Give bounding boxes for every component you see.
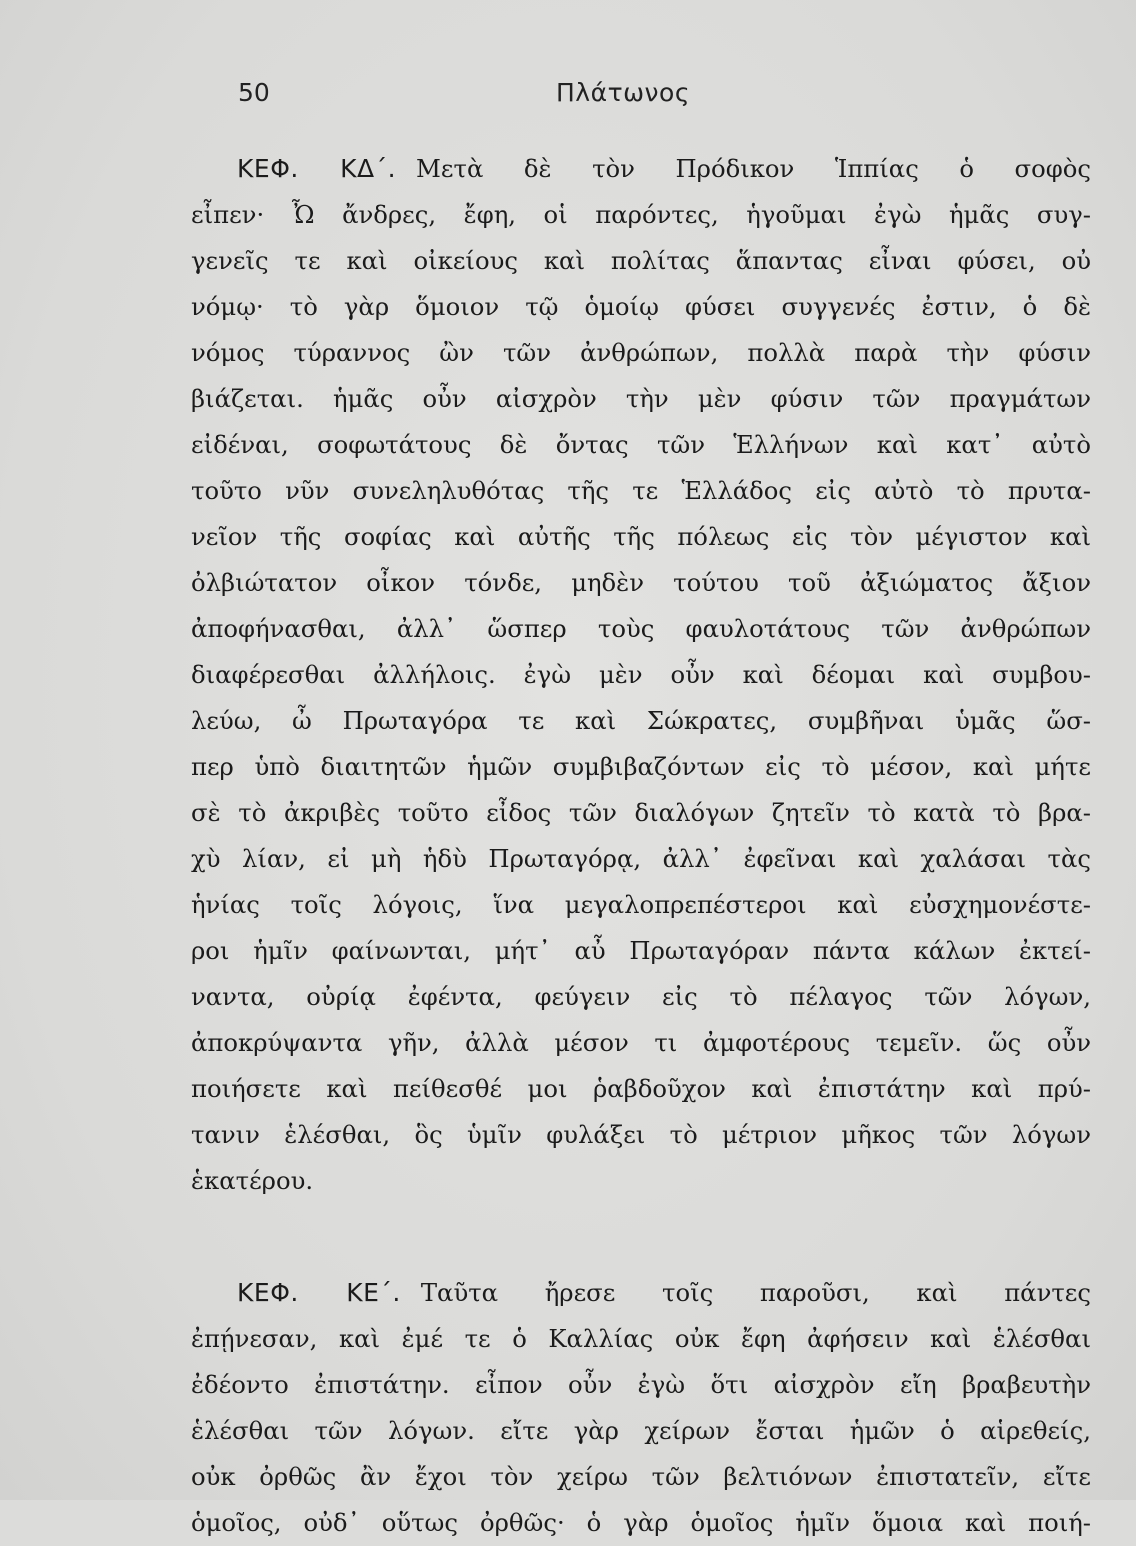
chapter-kd-line-21: ποιήσετε καὶ πείθεσθέ μοι ῥαβδοῦχον καὶ ἐπιστάτην καὶ πρύ- <box>191 1074 1091 1103</box>
chapter-kd-line-2: εἶπεν· Ὦ ἄνδρες, ἔφη, οἱ παρόντες, ἡγοῦμαι ἐγὼ ἡμᾶς συγ- <box>191 200 1091 229</box>
chapter-kd-line-4: νόμῳ· τὸ γὰρ ὅμοιον τῷ ὁμοίῳ φύσει συγγενές ἐστιν, ὁ δὲ <box>191 292 1091 321</box>
body-text <box>191 146 1091 1546</box>
chapter-kd-line-3: γενεῖς τε καὶ οἰκείους καὶ πολίτας ἅπαντας εἶναι φύσει, οὐ <box>191 246 1091 275</box>
chapter-kd-line-18: ροι ἡμῖν φαίνωνται, μήτ᾽ αὖ Πρωταγόραν πάντα κάλων ἐκτεί- <box>191 936 1091 965</box>
chapter-ke-line-4: ἑλέσθαι τῶν λόγων. εἴτε γὰρ χείρων ἔσται ἡμῶν ὁ αἱρεθείς, <box>191 1416 1091 1445</box>
chapter-kd-line-23: ἑκατέρου. <box>191 1166 314 1195</box>
chapter-kd-line-8: τοῦτο νῦν συνεληλυθότας τῆς τε Ἑλλάδος εἰς αὐτὸ τὸ πρυτα- <box>191 476 1091 505</box>
chapter-kd-line-10: ὀλβιώτατον οἶκον τόνδε, μηδὲν τούτου τοῦ ἀξιώματος ἄξιον <box>191 568 1091 597</box>
page-number: 50 <box>238 78 270 107</box>
chapter-kd-line-15: σὲ τὸ ἀκριβὲς τοῦτο εἶδος τῶν διαλόγων ζητεῖν τὸ κατὰ τὸ βρα- <box>191 798 1091 827</box>
chapter-kd-line-20: ἀποκρύψαντα γῆν, ἀλλὰ μέσον τι ἀμφοτέρους τεμεῖν. ὥς οὖν <box>191 1028 1091 1057</box>
chapter-ke-label: ΚΕΦ. ΚΕ΄. <box>237 1278 401 1307</box>
running-title: Πλάτωνος <box>556 78 690 107</box>
chapter-kd-line-17: ἡνίας τοῖς λόγοις, ἵνα μεγαλοπρεπέστεροι καὶ εὐσχημονέστε- <box>191 890 1091 919</box>
chapter-ke-line-2: ἐπῄνεσαν, καὶ ἐμέ τε ὁ Καλλίας οὐκ ἔφη ἀφήσειν καὶ ἑλέσθαι <box>191 1324 1091 1353</box>
chapter-ke-line-6: ὁμοῖος, οὐδ᾽ οὕτως ὀρθῶς· ὁ γὰρ ὁμοῖος ἡμῖν ὅμοια καὶ ποιή- <box>191 1508 1091 1537</box>
chapter-kd-line-9: νεῖον τῆς σοφίας καὶ αὐτῆς τῆς πόλεως εἰς τὸν μέγιστον καὶ <box>191 522 1091 551</box>
chapter-kd-label: ΚΕΦ. ΚΔ΄. <box>237 154 397 183</box>
chapter-ke-line-5: οὐκ ὀρθῶς ἂν ἔχοι τὸν χείρω τῶν βελτιόνων ἐπιστατεῖν, εἴτε <box>191 1462 1091 1491</box>
chapter-kd-line-12: διαφέρεσθαι ἀλλήλοις. ἐγὼ μὲν οὖν καὶ δέομαι καὶ συμβου- <box>191 660 1091 689</box>
chapter-kd-line-1: ΚΕΦ. ΚΔ΄. Μετὰ δὲ τὸν Πρόδικον Ἱππίας ὁ σοφὸς <box>237 154 1091 183</box>
chapter-kd-line-16: χὺ λίαν, εἰ μὴ ἡδὺ Πρωταγόρᾳ, ἀλλ᾽ ἐφεῖναι καὶ χαλάσαι τὰς <box>191 844 1091 873</box>
chapter-kd-line-19: ναντα, οὐρίᾳ ἐφέντα, φεύγειν εἰς τὸ πέλαγος τῶν λόγων, <box>191 982 1091 1011</box>
chapter-ke-line-3: ἐδέοντο ἐπιστάτην. εἶπον οὖν ἐγὼ ὅτι αἰσχρὸν εἴη βραβευτὴν <box>191 1370 1091 1399</box>
chapter-kd-line-14: περ ὑπὸ διαιτητῶν ἡμῶν συμβιβαζόντων εἰς τὸ μέσον, καὶ μήτε <box>191 752 1091 781</box>
chapter-ke-line-1: ΚΕΦ. ΚΕ΄. Ταῦτα ἤρεσε τοῖς παροῦσι, καὶ πάντες <box>237 1278 1091 1307</box>
running-head <box>238 78 1098 118</box>
chapter-kd-line-22: τανιν ἑλέσθαι, ὃς ὑμῖν φυλάξει τὸ μέτριον μῆκος τῶν λόγων <box>191 1120 1091 1149</box>
chapter-kd-line-6: βιάζεται. ἡμᾶς οὖν αἰσχρὸν τὴν μὲν φύσιν τῶν πραγμάτων <box>191 384 1091 413</box>
chapter-kd-line-7: εἰδέναι, σοφωτάτους δὲ ὄντας τῶν Ἑλλήνων καὶ κατ᾽ αὐτὸ <box>191 430 1091 459</box>
chapter-kd-line-11: ἀποφήνασθαι, ἀλλ᾽ ὥσπερ τοὺς φαυλοτάτους τῶν ἀνθρώπων <box>191 614 1091 643</box>
chapter-kd-line-5: νόμος τύραννος ὢν τῶν ἀνθρώπων, πολλὰ παρὰ τὴν φύσιν <box>191 338 1091 367</box>
chapter-kd-line-13: λεύω, ὦ Πρωταγόρα τε καὶ Σώκρατες, συμβῆναι ὑμᾶς ὥσ- <box>191 706 1091 735</box>
chapter-gap <box>191 1204 1091 1270</box>
